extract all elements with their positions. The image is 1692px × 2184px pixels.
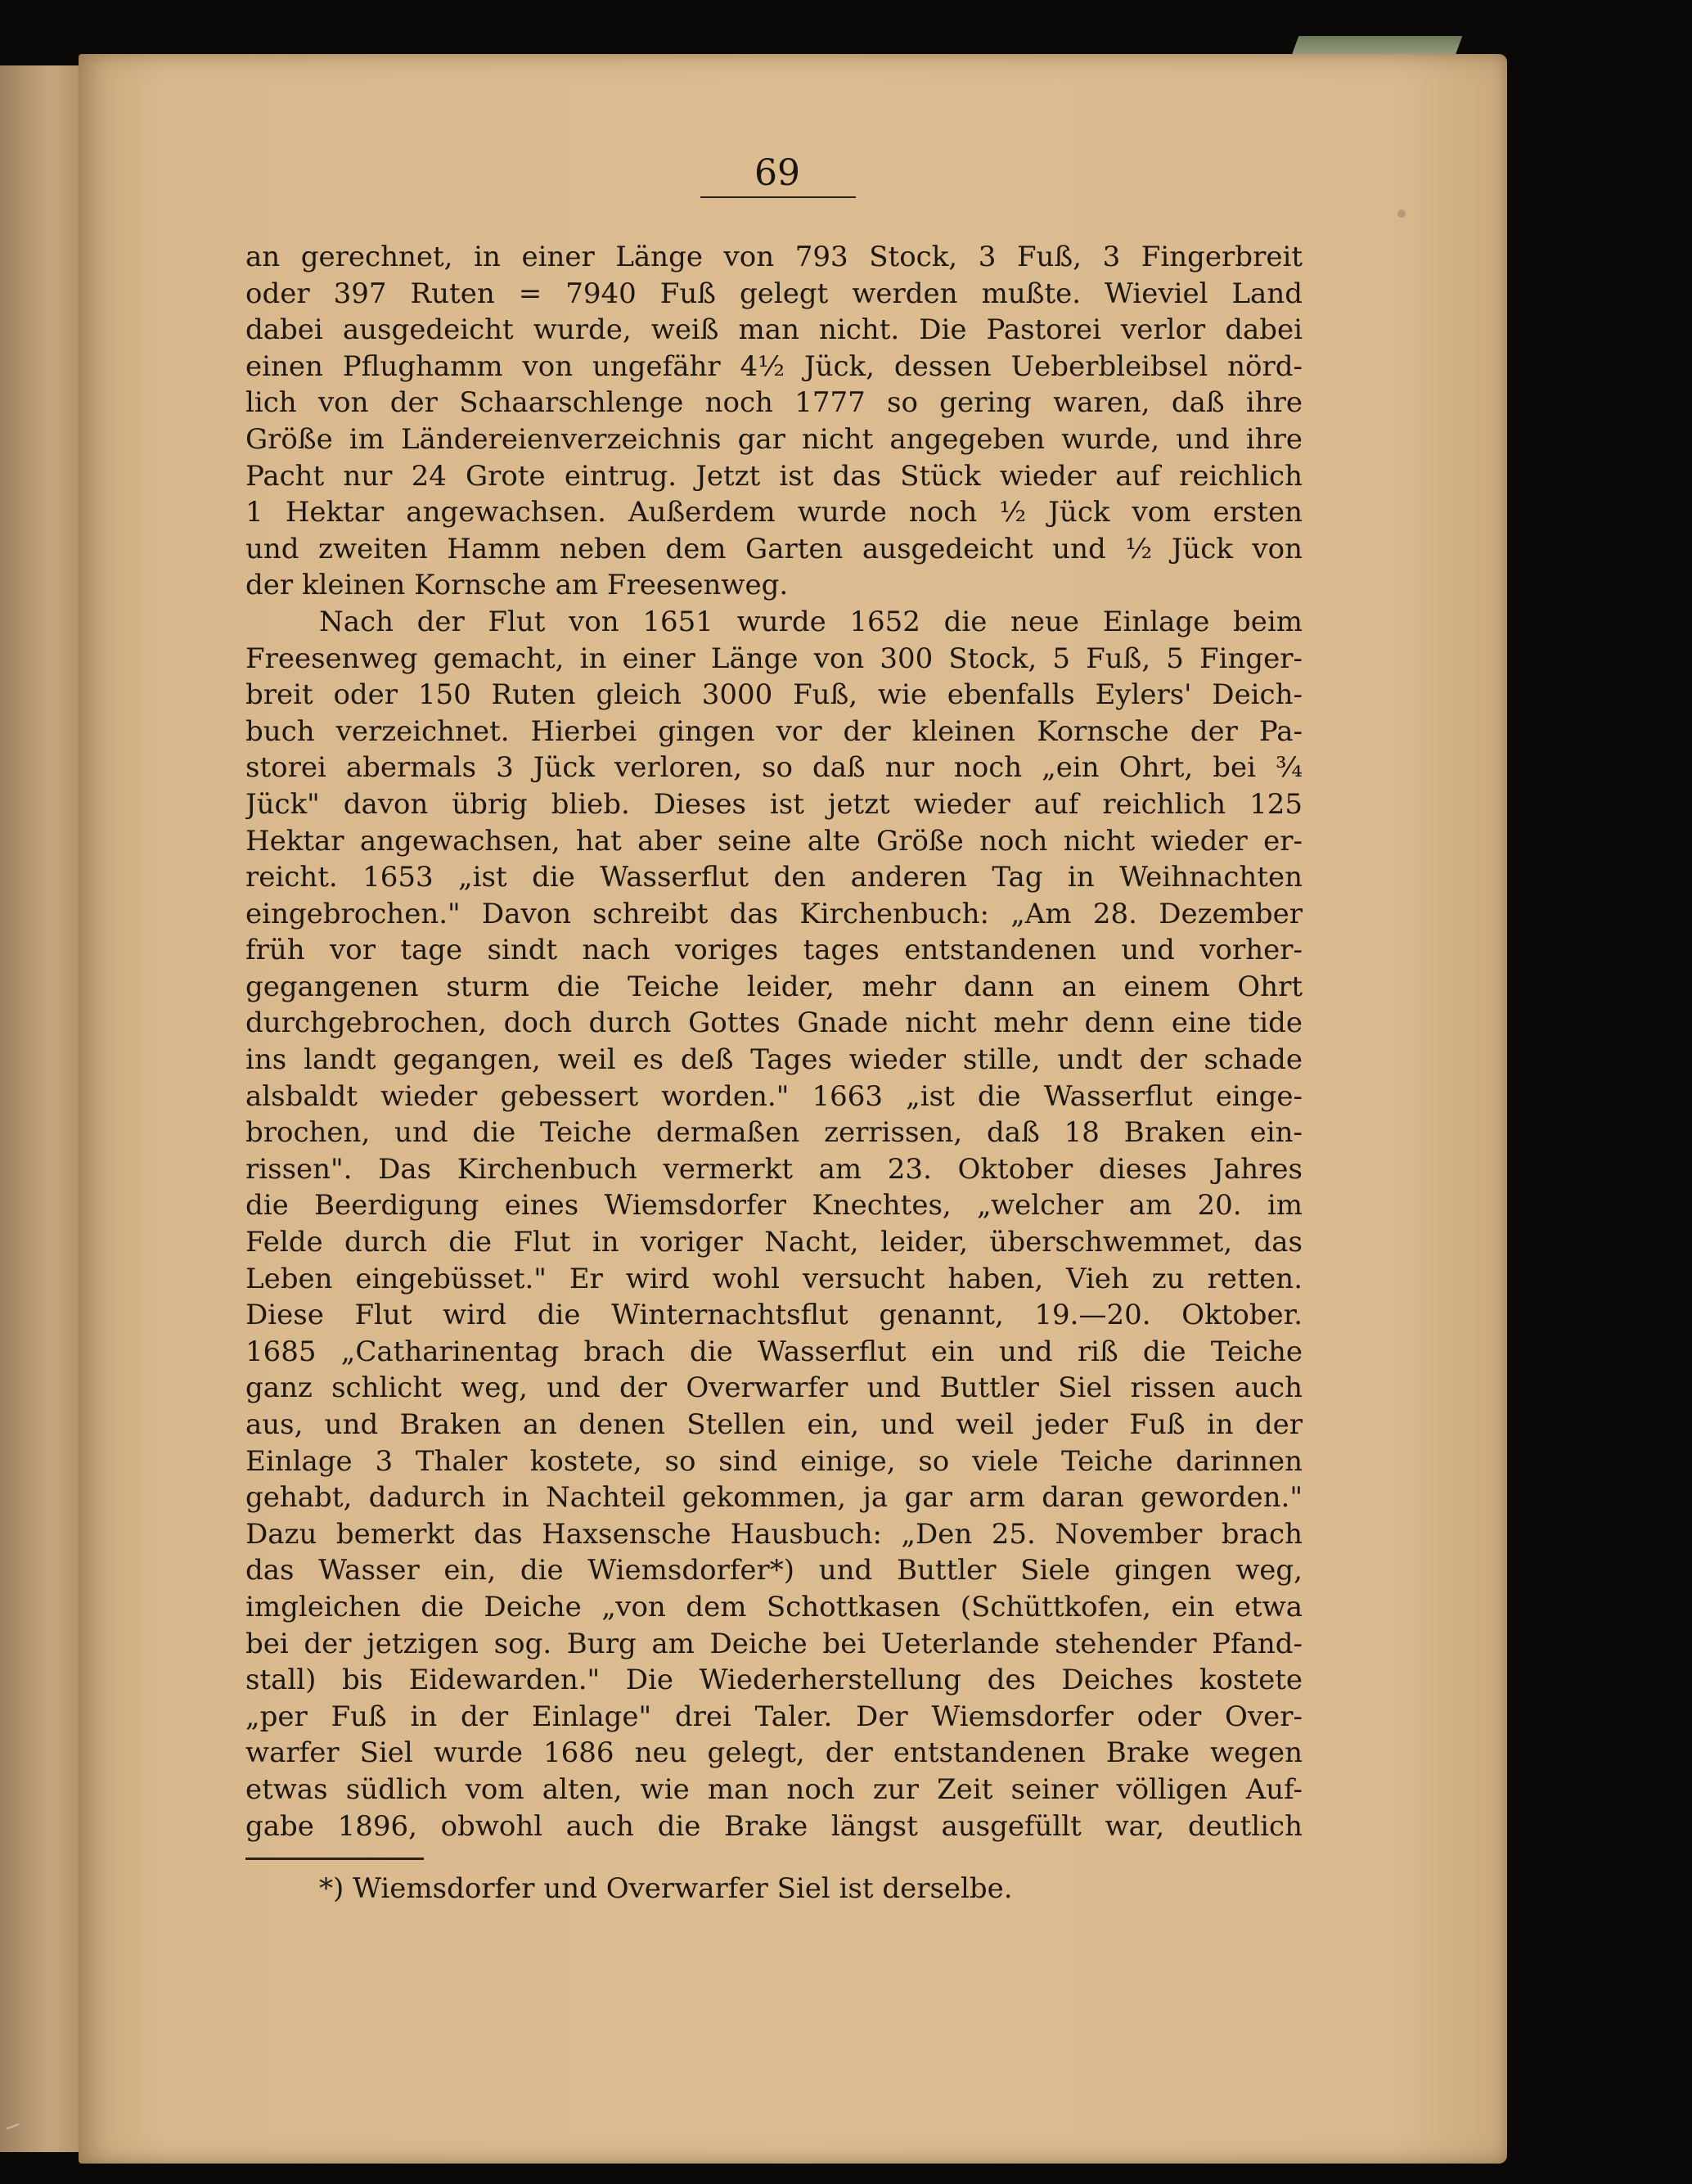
text-line: Einlage 3 Thaler kostete, so sind einige, so viele Teiche darinnen	[245, 1444, 1303, 1478]
page-number: 69	[754, 152, 800, 194]
text-line: etwas südlich vom alten, wie man noch zur Zeit seiner völligen Auf-	[245, 1772, 1303, 1806]
text-line: 1 Hektar angewachsen. Außerdem wurde noch ½ Jück vom ersten	[245, 496, 1303, 529]
text-line: „per Fuß in der Einlage" drei Taler. Der Wiemsdorfer oder Over-	[245, 1700, 1303, 1733]
text-line: Diese Flut wird die Winternachtsflut genannt, 19.—20. Oktober.	[245, 1299, 1303, 1332]
text-line: einen Pflughamm von ungefähr 4½ Jück, dessen Ueberbleibsel nörd-	[245, 349, 1303, 383]
left-page-edge	[0, 65, 90, 2152]
text-line: storei abermals 3 Jück verloren, so daß nur noch „ein Ohrt, bei ¾	[245, 751, 1303, 785]
text-line: breit oder 150 Ruten gleich 3000 Fuß, wie ebenfalls Eylers' Deich-	[245, 678, 1303, 712]
text-line: Dazu bemerkt das Haxsensche Hausbuch: „Den 25. November brach	[245, 1517, 1303, 1551]
text-line: Leben eingebüsset." Er wird wohl versucht haben, Vieh zu retten.	[245, 1262, 1303, 1295]
text-line: Hektar angewachsen, hat aber seine alte Größe noch nicht wieder er-	[245, 824, 1303, 858]
text-line: an gerechnet, in einer Länge von 793 Stock, 3 Fuß, 3 Fingerbreit	[245, 241, 1303, 273]
text-line: Freesenweg gemacht, in einer Länge von 300 Stock, 5 Fuß, 5 Finger-	[245, 642, 1303, 675]
text-line: 1685 „Catharinentag brach die Wasserflut ein und riß die Teiche	[245, 1335, 1303, 1368]
text-line: ins landt gegangen, weil es deß Tages wieder stille, undt der schade	[245, 1043, 1303, 1077]
text-line: rissen". Das Kirchenbuch vermerkt am 23. Oktober dieses Jahres	[245, 1152, 1303, 1186]
text-line: ganz schlicht weg, und der Overwarfer und Buttler Siel rissen auch	[245, 1371, 1303, 1405]
text-line: dabei ausgedeicht wurde, weiß man nicht. Die Pastorei verlor dabei	[245, 313, 1303, 347]
text-line: eingebrochen." Davon schreibt das Kirchenbuch: „Am 28. Dezember	[245, 897, 1303, 930]
text-line: gehabt, dadurch in Nachteil gekommen, ja gar arm daran geworden."	[245, 1481, 1303, 1515]
text-line: die Beerdigung eines Wiemsdorfer Knechtes, „welcher am 20. im	[245, 1189, 1303, 1223]
paper-spot	[1397, 209, 1406, 218]
text-line: gabe 1896, obwohl auch die Brake längst ausgefüllt war, deutlich	[245, 1809, 1303, 1843]
text-line: warfer Siel wurde 1686 neu gelegt, der entstandenen Brake wegen	[245, 1736, 1303, 1770]
text-line: alsbaldt wieder gebessert worden." 1663 „ist die Wasserflut einge-	[245, 1079, 1303, 1113]
body-text	[245, 239, 1303, 1844]
page-number-rule	[700, 196, 856, 198]
text-line: früh vor tage sindt nach voriges tages entstandenen und vorher-	[245, 934, 1303, 967]
text-line: der kleinen Kornsche am Freesenweg.	[245, 569, 789, 602]
text-line: bei der jetzigen sog. Burg am Deiche bei Ueterlande stehender Pfand-	[245, 1627, 1303, 1660]
text-line: brochen, und die Teiche dermaßen zerrissen, daß 18 Braken ein-	[245, 1116, 1303, 1150]
text-line: Nach der Flut von 1651 wurde 1652 die neue Einlage beim	[319, 605, 1303, 638]
text-line: Jück" davon übrig blieb. Dieses ist jetzt wieder auf reichlich 125	[245, 787, 1303, 821]
text-line: imgleichen die Deiche „von dem Schottkasen (Schüttkofen, ein etwa	[245, 1590, 1303, 1623]
footnote: *) Wiemsdorfer und Overwarfer Siel ist derselbe.	[319, 1872, 1013, 1905]
text-line: Felde durch die Flut in voriger Nacht, leider, überschwemmet, das	[245, 1226, 1303, 1259]
footnote-rule	[245, 1858, 424, 1860]
text-line: aus, und Braken an denen Stellen ein, und weil jeder Fuß in der	[245, 1408, 1303, 1441]
text-line: und zweiten Hamm neben dem Garten ausgedeicht und ½ Jück von	[245, 532, 1303, 565]
text-line: buch verzeichnet. Hierbei gingen vor der kleinen Kornsche der Pa-	[245, 714, 1303, 748]
text-line: stall) bis Eidewarden." Die Wiederherstellung des Deiches kostete	[245, 1664, 1303, 1697]
text-line: Pacht nur 24 Grote eintrug. Jetzt ist das Stück wieder auf reichlich	[245, 459, 1303, 493]
text-line: reicht. 1653 „ist die Wasserflut den anderen Tag in Weihnachten	[245, 861, 1303, 894]
text-line: Größe im Ländereienverzeichnis gar nicht angegeben wurde, und ihre	[245, 422, 1303, 456]
text-line: das Wasser ein, die Wiemsdorfer*) und Buttler Siele gingen weg,	[245, 1554, 1303, 1587]
text-line: lich von der Schaarschlenge noch 1777 so gering waren, daß ihre	[245, 386, 1303, 420]
text-line: oder 397 Ruten = 7940 Fuß gelegt werden mußte. Wieviel Land	[245, 277, 1303, 310]
text-line: durchgebrochen, doch durch Gottes Gnade nicht mehr denn eine tide	[245, 1006, 1303, 1040]
text-line: gegangenen sturm die Teiche leider, mehr dann an einem Ohrt	[245, 970, 1303, 1003]
